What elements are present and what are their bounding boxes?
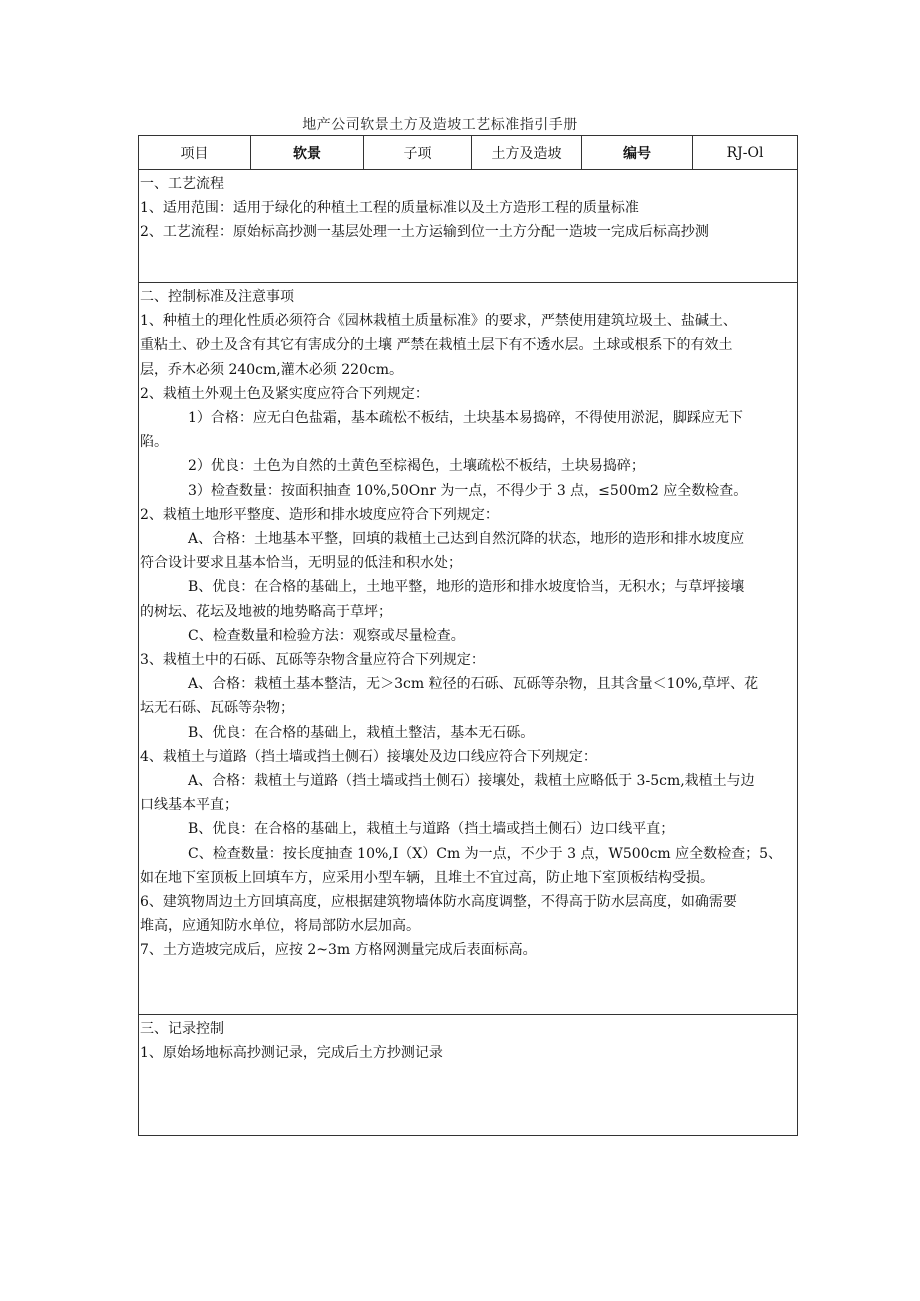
section-control-standards	[139, 283, 797, 1015]
text-line: 1、原始场地标高抄测记录，完成后土方抄测记录	[140, 1045, 443, 1062]
section-process-flow	[139, 170, 797, 283]
text-line: 符合设计要求且基本恰当，无明显的低洼和积水处；	[140, 555, 462, 572]
text-line: 2、工艺流程：原始标高抄测一基层处理一土方运输到位一土方分配一造坡一完成后标高抄测	[140, 224, 709, 241]
text-line: 的树坛、花坛及地被的地势略高于草坪；	[140, 603, 392, 620]
text-line: 坛无石砾、瓦砾等杂物；	[140, 700, 294, 717]
text-line: 7、土方造坡完成后，应按 2~3m 方格网测量完成后表面标高。	[140, 942, 537, 959]
text-line: 2、栽植土地形平整度、造形和排水坡度应符合下列规定：	[140, 506, 499, 523]
header-code-label: 编号	[582, 136, 693, 169]
header-subitem-label: 子项	[364, 136, 472, 169]
text-line: A、合格：栽植土基本整洁，无＞3cm 粒径的石砾、瓦砾等杂物，且其含量＜10%,草坪、花	[188, 676, 759, 693]
text-line: 重粘土、砂土及含有其它有害成分的土壤 严禁在栽植土层下有不透水层。土球或根系下的有效土	[140, 337, 733, 354]
text-line: B、优良：在合格的基础上，栽植土与道路（挡土墙或挡土侧石）边口线平直；	[188, 821, 675, 838]
text-line: A、合格：栽植土与道路（挡土墙或挡土侧石）接壤处，栽植土应略低于 3-5cm,栽植土与边	[188, 773, 755, 790]
section-heading: 一、工艺流程	[140, 176, 224, 192]
text-line: A、合格：土地基本平整，回填的栽植土己达到自然沉降的状态，地形的造形和排水坡度应	[188, 531, 745, 548]
text-line: 6、建筑物周边土方回填高度，应根据建筑物墙体防水高度调整，不得高于防水层高度，如确需要	[140, 894, 737, 911]
text-line: 1、适用范围：适用于绿化的种植土工程的质量标准以及土方造形工程的质量标准	[140, 200, 639, 217]
text-line: 4、栽植土与道路（挡土墙或挡土侧石）接壤处及边口线应符合下列规定：	[140, 748, 597, 765]
section-heading: 三、记录控制	[140, 1021, 224, 1037]
text-line: 陷。	[140, 434, 168, 451]
section-record-control	[139, 1015, 797, 1135]
table-header-row	[139, 136, 797, 170]
text-line: 1、种植土的理化性质必须符合《园林栽植土质量标准》的要求，严禁使用建筑垃圾土、盐碱土、	[140, 313, 737, 330]
text-line: 3、栽植土中的石砾、瓦砾等杂物含量应符合下列规定：	[140, 652, 485, 669]
text-line: 层，乔木必须 240cm,灌木必须 220cm。	[140, 361, 404, 378]
text-line: B、优良：在合格的基础上，栽植土整洁，基本无石砾。	[188, 724, 535, 741]
document-title: 地产公司软景土方及造坡工艺标准指引手册	[302, 117, 578, 133]
standards-table	[138, 135, 798, 1136]
text-line: 口线基本平直；	[140, 797, 238, 814]
text-line: B、优良：在合格的基础上，土地平整，地形的造形和排水坡度恰当，无积水；与草坪接壤	[188, 579, 745, 596]
text-line: C、检查数量和检验方法：观察或尽量检查。	[188, 627, 465, 644]
text-line: 3）检查数量：按面积抽查 10%,50Onr 为一点，不得少于 3 点，≤500m2 应全数检查。	[188, 482, 748, 499]
header-code-value: RJ-Ol	[726, 144, 764, 161]
text-line: C、检查数量：按长度抽查 10%,I（X）Cm 为一点，不少于 3 点，W500cm 应全数检查；5、	[188, 845, 783, 862]
text-line: 堆高，应通知防水单位，将局部防水层加高。	[140, 918, 420, 935]
text-line: 1）合格：应无白色盐霜，基本疏松不板结，土块基本易捣碎，不得使用淤泥，脚踩应无下	[188, 410, 743, 427]
header-project-value: 软景	[251, 136, 364, 169]
header-project-label: 项目	[139, 136, 251, 169]
section-heading: 二、控制标准及注意事项	[140, 289, 294, 305]
header-subitem-value: 土方及造坡	[472, 136, 582, 169]
text-line: 2、栽植土外观土色及紧实度应符合下列规定：	[140, 385, 429, 402]
text-line: 2）优良：土色为自然的土黄色至棕褐色，土壤疏松不板结，土块易捣碎；	[188, 458, 645, 475]
text-line: 如在地下室顶板上回填车方，应采用小型车辆，且堆土不宜过高，防止地下室顶板结构受损。	[140, 869, 714, 886]
